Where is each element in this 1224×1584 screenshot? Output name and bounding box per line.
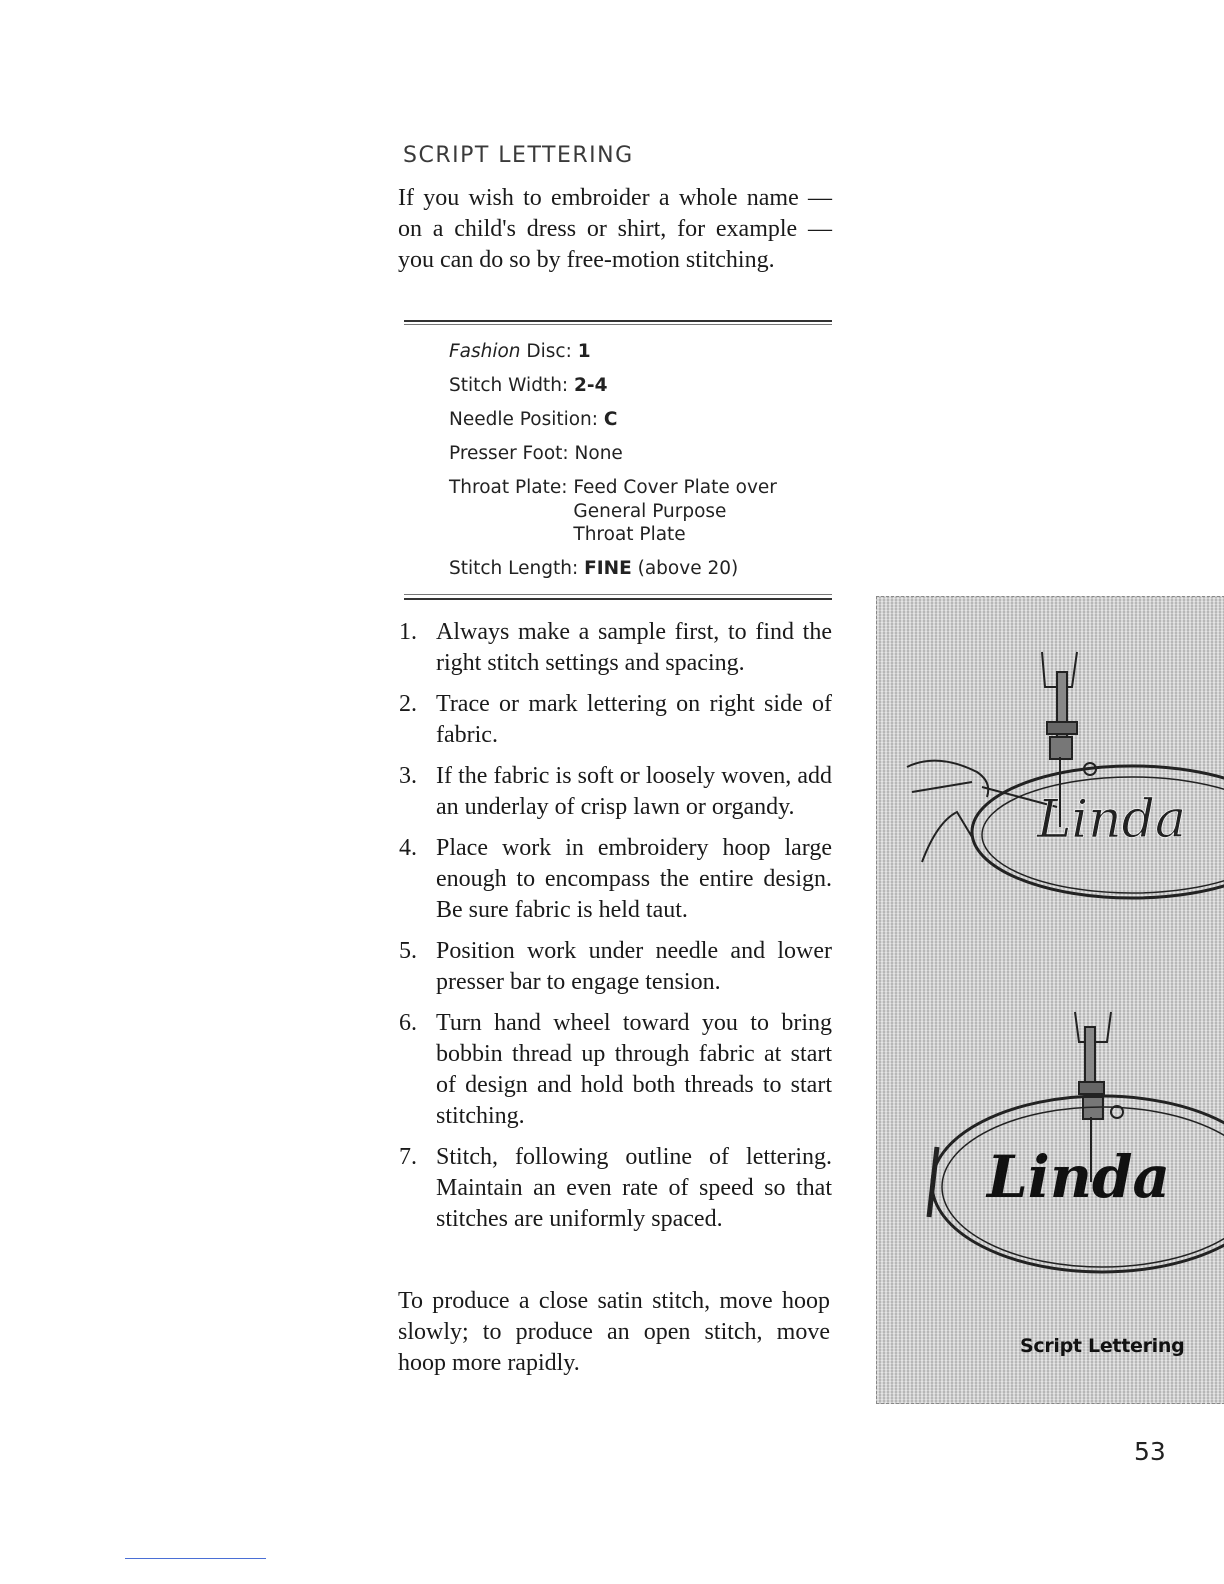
setting-value: FINE [584,557,632,579]
machine-settings [449,340,777,591]
illustration-drawing [877,597,1224,1403]
setting-stitch-length [449,557,777,591]
setting-value-line: Throat Plate [573,524,686,545]
setting-throat-plate [449,476,777,547]
list-item [399,833,832,926]
list-item [399,761,832,823]
setting-fashion-disc [449,340,777,374]
setting-label: Throat Plate: [449,477,574,498]
setting-value: 1 [577,341,591,362]
intro-paragraph: If you wish to embroider a whole name — on a child's dress or shirt, for example — you can do so by free-motion stitching. [398,185,832,273]
setting-label: Stitch Width: [449,375,575,396]
closing-paragraph: To produce a close satin stitch, move hoop slowly; to produce an open stitch, move hoop more rapidly. [398,1288,830,1376]
settings-bottom-rule [404,598,832,600]
script-lettering-illustration [876,596,1224,1404]
figure-caption: Script Lettering [1020,1335,1185,1357]
traced-name-text: Linda [1037,790,1186,850]
step-number: 3. [399,763,417,789]
list-item [399,936,832,998]
step-number: 2. [399,691,417,717]
setting-value-line: General Purpose [573,500,727,522]
setting-value-lines [573,476,776,547]
setting-value: 2-4 [574,375,608,396]
setting-stitch-width [449,374,777,408]
step-text: Place work in embroidery hoop large enough to encompass the entire design. Be sure fabric is held taut. [436,835,832,923]
setting-presser-foot [449,442,777,476]
step-text: Always make a sample first, to find the right stitch settings and spacing. [436,619,832,676]
settings-top-rule-thin [404,324,832,325]
step-number: 6. [399,1010,417,1036]
page-number: 53 [1134,1437,1166,1466]
step-number: 7. [399,1144,417,1170]
setting-value: C [603,409,618,430]
step-number: 4. [399,835,417,861]
list-item [399,689,832,751]
setting-value-line: Feed Cover Plate over [573,477,777,498]
page-title: SCRIPT LETTERING [403,143,634,168]
footer-line [125,1558,266,1559]
setting-label-italic: Fashion [449,341,521,362]
step-text: If the fabric is soft or loosely woven, add an underlay of crisp lawn or organdy. [436,763,832,820]
stitched-name-text: Linda [987,1143,1171,1211]
steps-list [399,617,832,1245]
setting-label: Needle Position: [449,409,604,430]
settings-bottom-rule-thin [404,594,832,595]
step-text: Trace or mark lettering on right side of fabric. [436,691,832,748]
list-item [399,1008,832,1132]
setting-needle-position [449,408,777,442]
step-text: Position work under needle and lower presser bar to engage tension. [436,938,832,995]
list-item [399,617,832,679]
setting-label: Presser Foot: [449,443,575,464]
step-number: 1. [399,619,417,645]
step-text: Stitch, following outline of lettering. Maintain an even rate of speed so that stitches are uniformly spaced. [436,1144,832,1232]
step-text: Turn hand wheel toward you to bring bobbin thread up through fabric at start of design and hold both threads to start stitching. [436,1010,832,1129]
step-number: 5. [399,938,417,964]
setting-label: Disc: [520,341,578,362]
setting-value: None [574,443,623,464]
setting-label: Stitch Length: [449,557,585,579]
list-item [399,1142,832,1235]
settings-top-rule [404,320,832,322]
setting-suffix: (above 20) [631,557,739,579]
